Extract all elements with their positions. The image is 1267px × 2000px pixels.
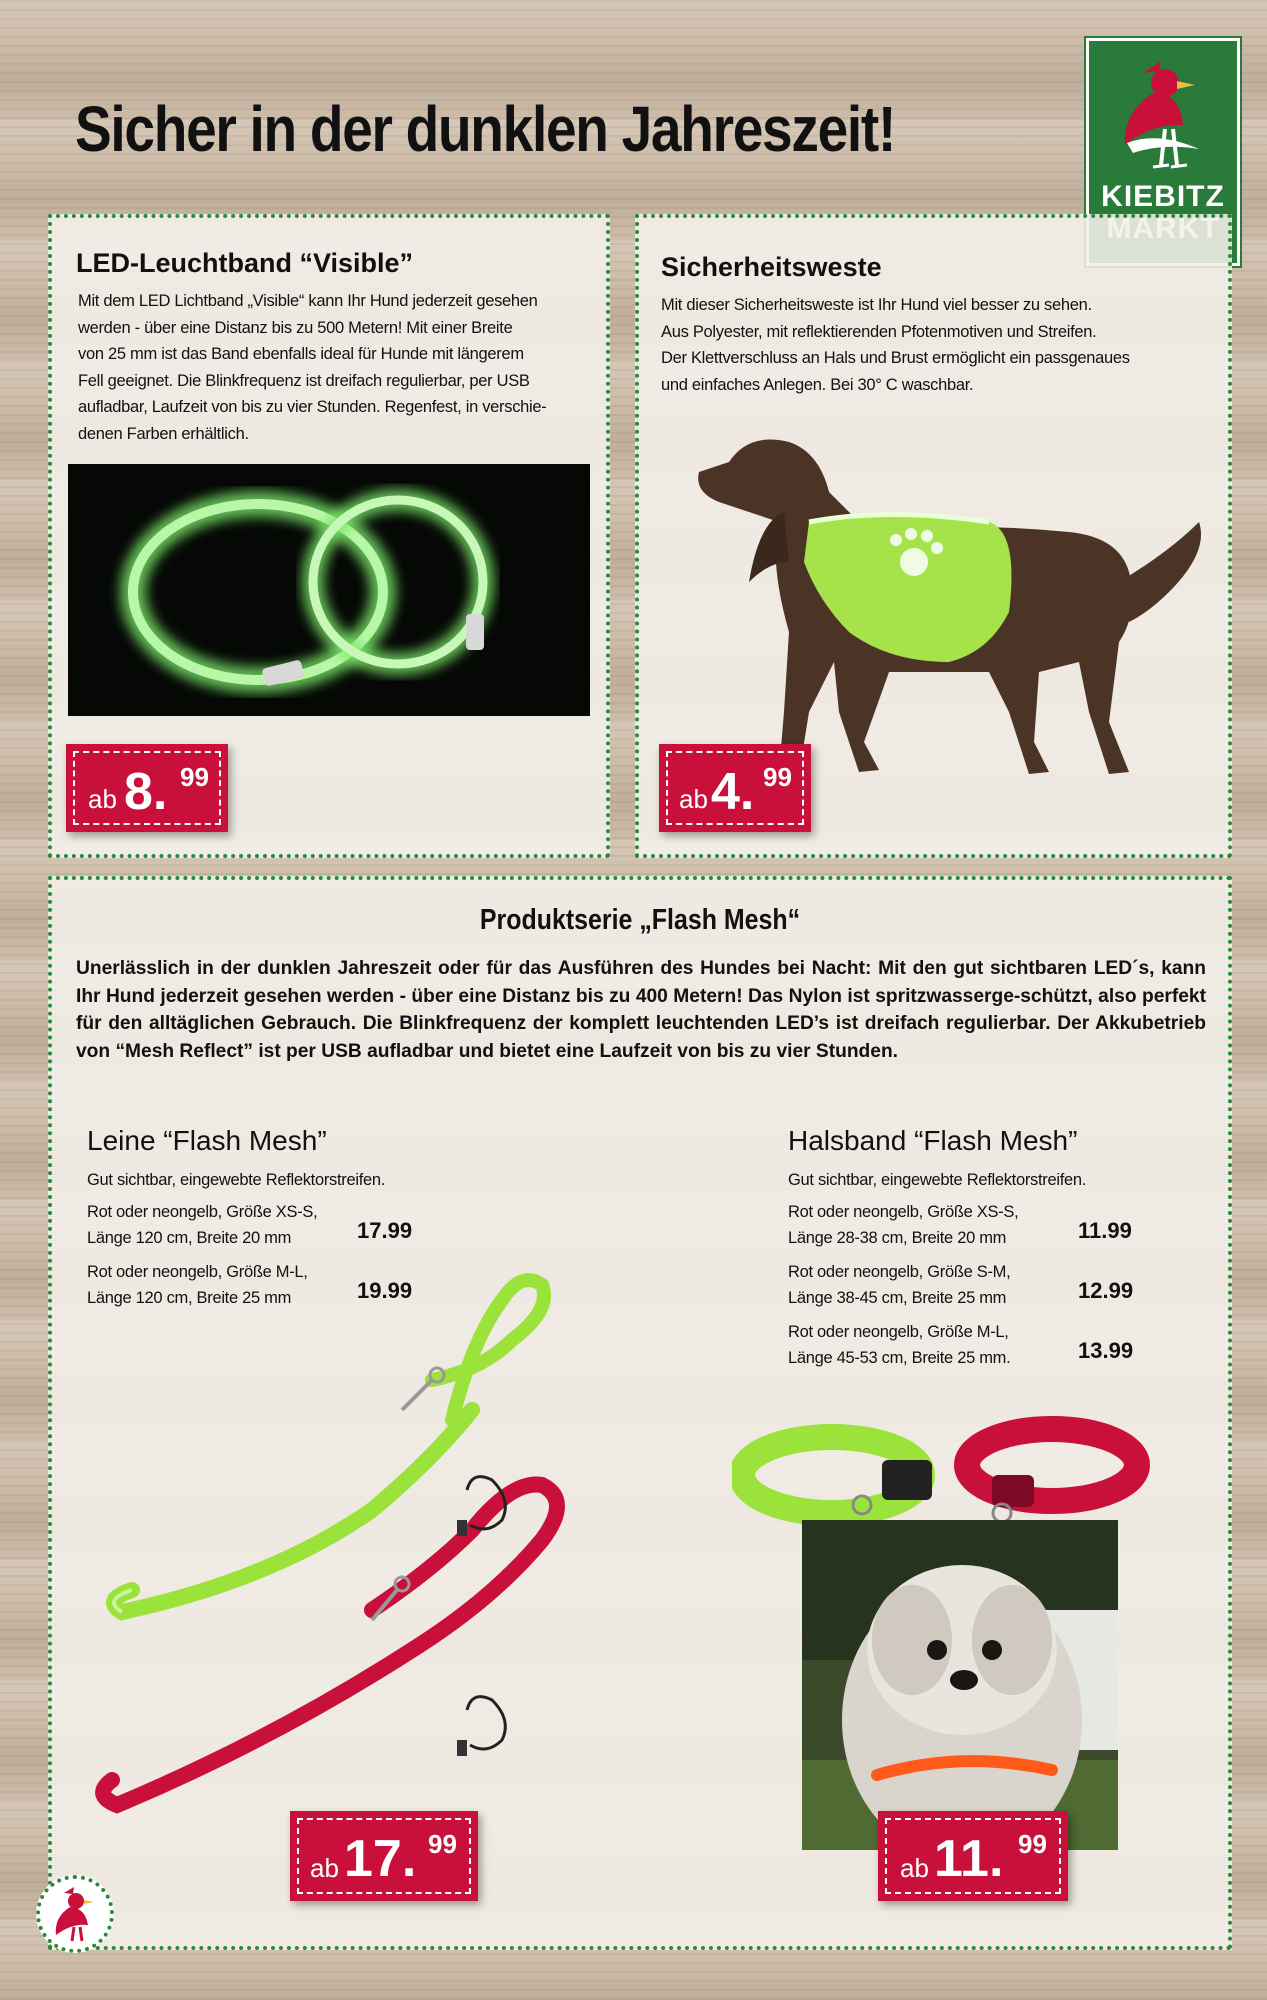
variant-price: 19.99 [357, 1278, 413, 1303]
flash-mesh-panel [48, 876, 1232, 1950]
variant-line-2: Länge 120 cm, Breite 20 mm [87, 1229, 292, 1247]
led-desc-line: Mit dem LED Lichtband „Visible“ kann Ihr Hund jederzeit gesehen [78, 292, 538, 310]
collar-variant-row [788, 1323, 1148, 1377]
led-band-description [78, 288, 546, 447]
logo-line-1: KIEBITZ [1101, 180, 1225, 213]
leash-subtitle: Gut sichtbar, eingewebte Reflektorstreifen. [87, 1171, 386, 1189]
variant-price: 13.99 [1078, 1338, 1134, 1363]
price-cents: 99 [180, 762, 209, 792]
variant-line-1: Rot oder neongelb, Größe M-L, [788, 1323, 1009, 1341]
vest-desc-line: und einfaches Anlegen. Bei 30° C waschbar. [661, 375, 974, 394]
price-prefix: ab [88, 784, 117, 814]
variant-line-2: Länge 120 cm, Breite 25 mm [87, 1289, 292, 1307]
page-headline: Sicher in der dunklen Jahreszeit! [75, 93, 895, 165]
vest-desc-line: Der Klettverschluss an Hals und Brust ermöglicht ein passgenaues [661, 349, 1130, 367]
price-prefix: ab [310, 1853, 339, 1883]
led-desc-line: denen Farben erhältlich. [78, 424, 249, 443]
price-cents: 99 [763, 762, 792, 792]
variant-line-2: Länge 28-38 cm, Breite 20 mm [788, 1229, 1007, 1247]
collar-price-tag [878, 1811, 1068, 1901]
variant-price: 11.99 [1078, 1218, 1132, 1243]
led-band-title: LED-Leuchtband “Visible” [76, 248, 414, 278]
led-band-price-tag [66, 744, 228, 832]
price-whole: 17. [344, 1830, 417, 1888]
variant-price: 17.99 [357, 1218, 413, 1243]
led-band-panel [48, 214, 610, 858]
led-desc-line: Fell geeignet. Die Blinkfrequenz ist dreifach regulierbar, per USB [78, 371, 530, 390]
collar-variant-row [788, 1203, 1148, 1257]
variant-line-1: Rot oder neongelb, Größe M-L, [87, 1263, 308, 1281]
collar-subtitle: Gut sichtbar, eingewebte Reflektorstreifen. [788, 1171, 1087, 1189]
safety-vest-panel [635, 214, 1232, 858]
flash-mesh-heading: Produktserie „Flash Mesh“ [479, 904, 801, 936]
variant-price: 12.99 [1078, 1278, 1134, 1303]
price-prefix: ab [679, 784, 708, 814]
leash-price-tag [290, 1811, 478, 1901]
leash-photo [72, 1180, 632, 1820]
led-desc-line: von 25 mm ist das Band ebenfalls ideal für Hunde mit längerem [78, 345, 524, 363]
price-whole: 4. [711, 763, 755, 821]
variant-line-1: Rot oder neongelb, Größe XS-S, [87, 1203, 318, 1221]
collar-title: Halsband “Flash Mesh” [788, 1125, 1078, 1156]
page-badge [36, 1875, 114, 1953]
flash-mesh-intro: Unerlässlich in der dunklen Jahreszeit oder für das Ausführen des Hundes bei Nacht: Mit den gut sichtbaren LED´s, kann Ihr Hund jederzeit gesehen werden - über eine Distanz bis zu 400 Metern! Das Nylon ist spritzwasserge-schützt, also perfekt für den alltäglichen Gebrauch. Die Blinkfrequenz der komplett leuchtenden LED’s ist dreifach regulierbar. Der Akkubetrieb von “Mesh Reflect” ist per USB aufladbar und bietet eine Laufzeit von bis zu vier Stunden. [76, 958, 1206, 1062]
led-desc-line: aufladbar, Laufzeit von bis zu vier Stunden. Regenfest, in verschie- [78, 398, 547, 416]
led-band-photo [68, 464, 590, 716]
small-dog-photo [802, 1520, 1118, 1850]
price-prefix: ab [900, 1853, 929, 1883]
led-desc-line: werden - über eine Distanz bis zu 500 Metern! Mit einer Breite [78, 318, 513, 337]
price-cents: 99 [428, 1829, 457, 1859]
variant-line-1: Rot oder neongelb, Größe S-M, [788, 1263, 1011, 1281]
variant-line-2: Länge 45-53 cm, Breite 25 mm. [788, 1349, 1011, 1367]
vest-desc-line: Aus Polyester, mit reflektierenden Pfotenmotiven und Streifen. [661, 322, 1097, 341]
variant-line-2: Länge 38-45 cm, Breite 25 mm [788, 1289, 1007, 1307]
kiebitz-bird-icon [1103, 53, 1223, 178]
collar-variant-row [788, 1263, 1148, 1317]
kiebitz-bird-small-icon [40, 1879, 110, 1949]
price-cents: 99 [1018, 1829, 1047, 1859]
dog-in-vest-photo [689, 412, 1219, 792]
safety-vest-title: Sicherheitsweste [661, 252, 882, 282]
safety-vest-description [661, 292, 1130, 398]
leash-title: Leine “Flash Mesh” [87, 1125, 327, 1156]
variant-line-1: Rot oder neongelb, Größe XS-S, [788, 1203, 1019, 1221]
price-whole: 8. [124, 763, 168, 821]
vest-desc-line: Mit dieser Sicherheitsweste ist Ihr Hund viel besser zu sehen. [661, 296, 1092, 314]
safety-vest-price-tag [659, 744, 811, 832]
price-whole: 11. [934, 1830, 1004, 1888]
